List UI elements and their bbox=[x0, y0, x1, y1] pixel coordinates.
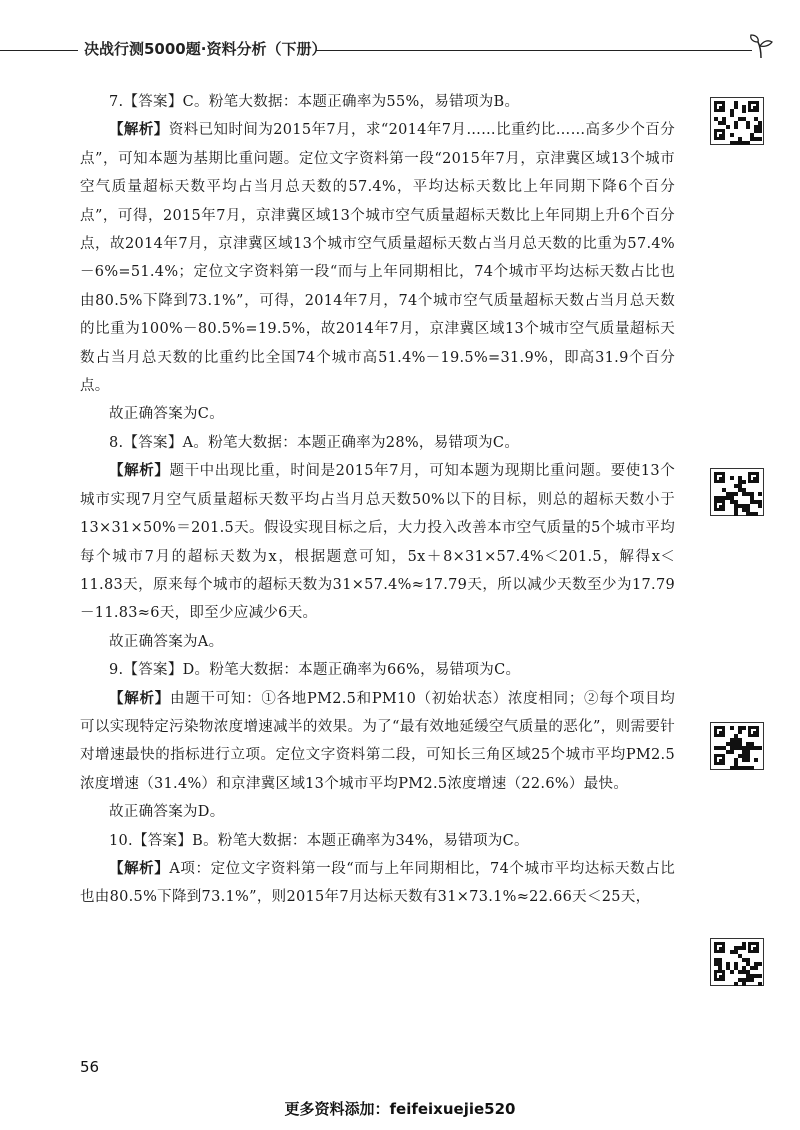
qr-module bbox=[750, 978, 754, 982]
footer-note: 更多资料添加：feifeixuejie520 bbox=[284, 1100, 516, 1118]
qr-finder bbox=[714, 101, 725, 112]
qr-finder bbox=[748, 942, 759, 953]
qr-module bbox=[758, 974, 762, 978]
qr-module bbox=[742, 982, 746, 986]
analysis-label: 【解析】 bbox=[109, 690, 170, 707]
analysis-q10 bbox=[80, 855, 675, 912]
qr-module bbox=[754, 758, 758, 762]
qr-finder bbox=[714, 129, 725, 140]
qr-code-q8[interactable] bbox=[710, 468, 764, 516]
qr-finder bbox=[714, 726, 725, 737]
qr-module bbox=[734, 982, 738, 986]
qr-module bbox=[734, 105, 738, 109]
qr-module bbox=[734, 512, 738, 516]
qr-module bbox=[730, 750, 734, 754]
qr-module bbox=[750, 766, 754, 770]
qr-module bbox=[718, 966, 722, 970]
analysis-label: 【解析】 bbox=[109, 463, 170, 480]
analysis-text: 资料已知时间为2015年7月，求“2014年7月……比重约比……高多少个百分点”，可知本题为基期比重问题。定位文字资料第一段“2015年7月，京津冀区域13个城市空气质量超标天数平均占当月总天数的57.4%，平均达标天数比上年同期下降6个百分点”，可得，2015年7月，京津冀区域13个城市空气质量超标天数比上年同期上升6个百分点，故2014年7月，京津冀区域13个城市空气质量超标天数占当月总天数的比重为57.4%－6%=51.4%；定位文字资料第一段“而与上年同期相比，74个城市平均达标天数占比也由80.5%下降到73.1%”，可得，2014年7月，74个城市空气质量超标天数占当月总天数的比重为100%－80.5%=19.5%，故2014年7月，京津冀区域13个城市空气质量超标天数占当月总天数的比重约比全国74个城市高51.4%－19.5%=31.9%，即高31.9个百分点。 bbox=[80, 122, 675, 395]
qr-module bbox=[738, 730, 742, 734]
conclusion-q7: 故正确答案为C。 bbox=[109, 406, 224, 423]
qr-module bbox=[742, 109, 746, 113]
answer-line-q10: 10.【答案】B。粉笔大数据：本题正确率为34%，易错项为C。 bbox=[109, 832, 529, 849]
qr-module bbox=[758, 129, 762, 133]
conclusion-q9: 故正确答案为D。 bbox=[109, 804, 225, 821]
qr-module bbox=[734, 125, 738, 129]
sprout-icon bbox=[748, 34, 774, 60]
qr-module bbox=[754, 966, 758, 970]
header-title: 决战行测5000题·资料分析（下册） bbox=[84, 40, 327, 58]
qr-module bbox=[730, 726, 734, 730]
qr-finder bbox=[748, 726, 759, 737]
conclusion-q8: 故正确答案为A。 bbox=[109, 633, 224, 650]
qr-module bbox=[758, 746, 762, 750]
analysis-label: 【解析】 bbox=[109, 122, 169, 139]
qr-finder bbox=[714, 970, 725, 981]
qr-module bbox=[758, 137, 762, 141]
analysis-q9 bbox=[80, 685, 675, 799]
qr-finder bbox=[714, 472, 725, 483]
page-header bbox=[0, 38, 800, 62]
qr-module bbox=[758, 492, 762, 496]
header-rule-right bbox=[316, 50, 752, 51]
qr-module bbox=[758, 504, 762, 508]
analysis-text: 由题干可知：①各地PM2.5和PM10（初始状态）浓度相同；②每个项目均可以实现特定污染物浓度增速减半的效果。为了“最有效地延缓空气质量的恶化”，则需要针对增速最快的指标进行立项。定位文字资料第二段，可知长三角区域25个城市平均PM2.5浓度增速（31.4%）和京津冀区域13个城市平均PM2.5浓度增速（22.6%）最快。 bbox=[80, 690, 676, 792]
qr-module bbox=[726, 125, 730, 129]
qr-module bbox=[758, 982, 762, 986]
qr-module bbox=[742, 480, 746, 484]
qr-module bbox=[758, 962, 762, 966]
page-number: 56 bbox=[80, 1058, 100, 1076]
answer-line-q7: 7.【答案】C。粉笔大数据：本题正确率为55%，易错项为B。 bbox=[109, 94, 520, 110]
qr-module bbox=[730, 113, 734, 117]
answer-line-q8: 8.【答案】A。粉笔大数据：本题正确率为28%，易错项为C。 bbox=[109, 434, 520, 451]
analysis-text: A项：定位文字资料第一段“而与上年同期相比，74个城市平均达标天数占比也由80.5%下降到73.1%”，则2015年7月达标天数有31×73.1%≈22.66天＜25天， bbox=[80, 860, 675, 906]
analysis-label: 【解析】 bbox=[109, 860, 170, 877]
analysis-text: 题干中出现比重，时间是2015年7月，可知本题为现期比重问题。要使13个城市实现7月空气质量超标天数平均占当月总天数50%以下的目标，则总的超标天数小于13×31×50%＝201.5天。假设实现目标之后，大力投入改善本市空气质量的5个城市平均每个城市7月的超标天数为x，根据题意可知，5x＋8×31×57.4%＜201.5，解得x＜11.83天，原来每个城市的超标天数为31×57.4%≈17.79天，所以减少天数至少为17.79－11.83≈6天，即至少应减少6天。 bbox=[80, 463, 676, 622]
qr-finder bbox=[748, 472, 759, 483]
qr-module bbox=[746, 758, 750, 762]
answer-explanations bbox=[80, 88, 675, 912]
qr-module bbox=[730, 133, 734, 137]
qr-module bbox=[754, 512, 758, 516]
qr-finder bbox=[714, 500, 725, 511]
qr-code-q7[interactable] bbox=[710, 97, 764, 145]
qr-module bbox=[730, 476, 734, 480]
qr-module bbox=[734, 492, 738, 496]
header-rule-left bbox=[0, 50, 78, 51]
qr-finder bbox=[714, 754, 725, 765]
qr-module bbox=[742, 726, 746, 730]
qr-code-q9[interactable] bbox=[710, 722, 764, 770]
analysis-q8 bbox=[80, 457, 675, 627]
analysis-q7 bbox=[80, 116, 675, 400]
qr-module bbox=[730, 970, 734, 974]
qr-finder bbox=[748, 101, 759, 112]
qr-module bbox=[742, 946, 746, 950]
qr-finder bbox=[714, 942, 725, 953]
answer-line-q9: 9.【答案】D。粉笔大数据：本题正确率为66%，易错项为C。 bbox=[109, 662, 521, 679]
qr-module bbox=[746, 125, 750, 129]
qr-module bbox=[746, 141, 750, 145]
qr-code-q10[interactable] bbox=[710, 938, 764, 986]
